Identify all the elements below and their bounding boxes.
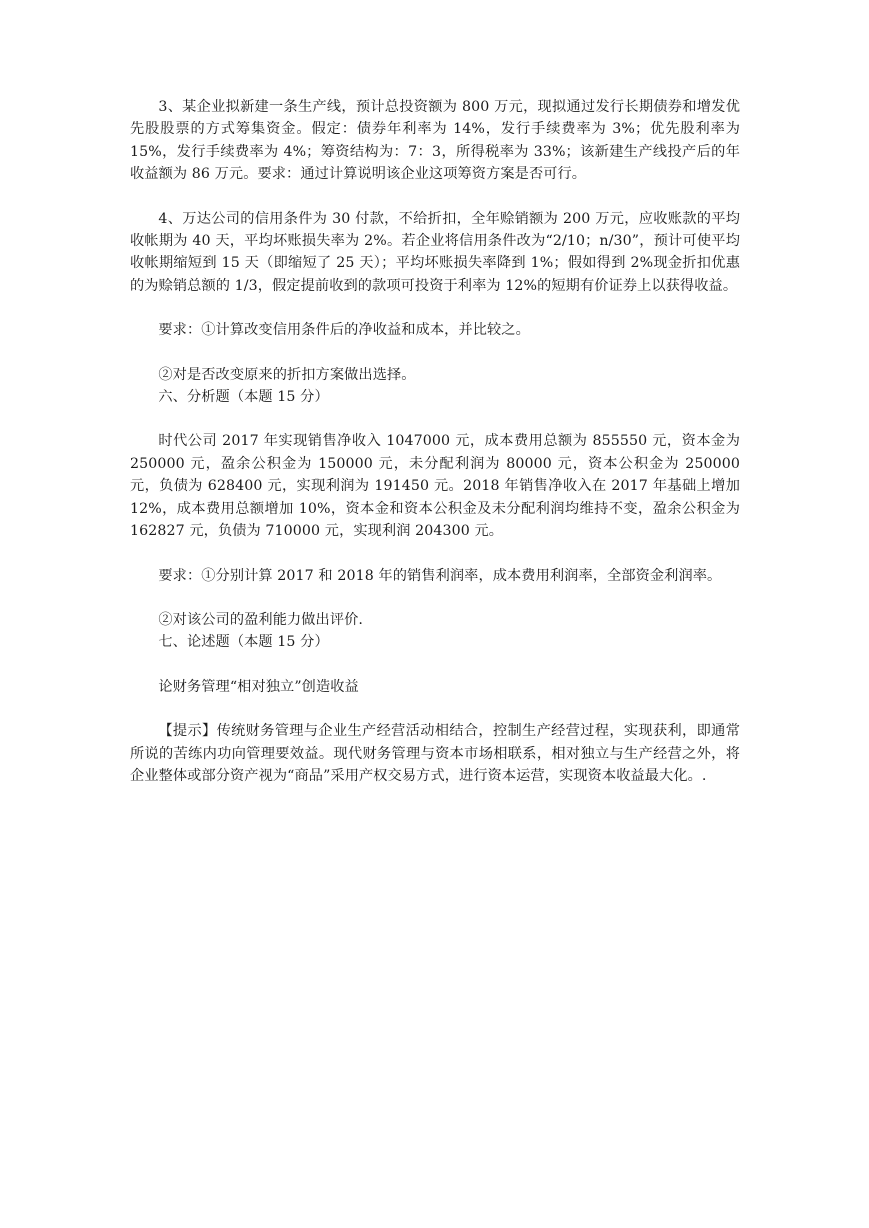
section-7-topic: 论财务管理“相对独立”创造收益 — [158, 678, 359, 695]
question-3: 3、某企业拟新建一条生产线，预计总投资额为 800 万元，现拟通过发行长期债券和增发优先股股票的方式筹集资金。假定：债券年利率为 14%，发行手续费率为 3%；优先股利率为 15%，发行手续费率为 4%；筹资结构为：7：3，所得税率为 33%；该新建生产线投产后的年收益额为 86 万元。要求：通过计算说明该企业这项筹资方案是否可行。 — [130, 99, 740, 183]
section-7-hint: 【提示】传统财务管理与企业生产经营活动相结合，控制生产经营过程，实现获利，即通常所说的苦练内功向管理要效益。现代财务管理与资本市场相联系，相对独立与生产经营之外，将企业整体或部分资产视为“商品”采用产权交易方式，进行资本运营，实现资本收益最大化。. — [130, 723, 740, 784]
section-7-title: 七、论述题（本题 15 分） — [158, 634, 329, 651]
section-6-title: 六、分析题（本题 15 分） — [158, 389, 329, 406]
question-4-requirement-1: 要求：①计算改变信用条件后的净收益和成本，并比较之。 — [158, 322, 530, 339]
section-6-body: 时代公司 2017 年实现销售净收入 1047000 元，成本费用总额为 855550 元，资本金为 250000 元，盈余公积金为 150000 元，未分配利润为 80000 元，资本公积金为 250000 元，负债为 628400 元，实现利润为 191450 元。2018 年销售净收入在 2017 年基础上增加 12%，成本费用总额增加 10%，资本金和资本公积金及未分配利润均维持不变，盈余公积金为 162827 元，负债为 710000 元，实现利润 204300 元。 — [130, 433, 740, 540]
section-6-requirement-1: 要求：①分别计算 2017 和 2018 年的销售利润率，成本费用利润率，全部资金利润率。 — [158, 567, 722, 584]
question-4: 4、万达公司的信用条件为 30 付款，不给折扣，全年赊销额为 200 万元，应收账款的平均收帐期为 40 天，平均坏账损失率为 2%。若企业将信用条件改为“2/10；n/30”，预计可使平均收帐期缩短到 15 天（即缩短了 25 天）；平均坏账损失率降到 1%；假如得到 2%现金折扣优惠的为赊销总额的 1/3，假定提前收到的款项可投资于利率为 12%的短期有价证券上以获得收益。 — [130, 210, 740, 294]
question-4-requirement-2: ②对是否改变原来的折扣方案做出选择。 — [158, 366, 416, 383]
section-6-requirement-2: ②对该公司的盈利能力做出评价. — [158, 611, 364, 628]
document-body — [130, 96, 740, 787]
